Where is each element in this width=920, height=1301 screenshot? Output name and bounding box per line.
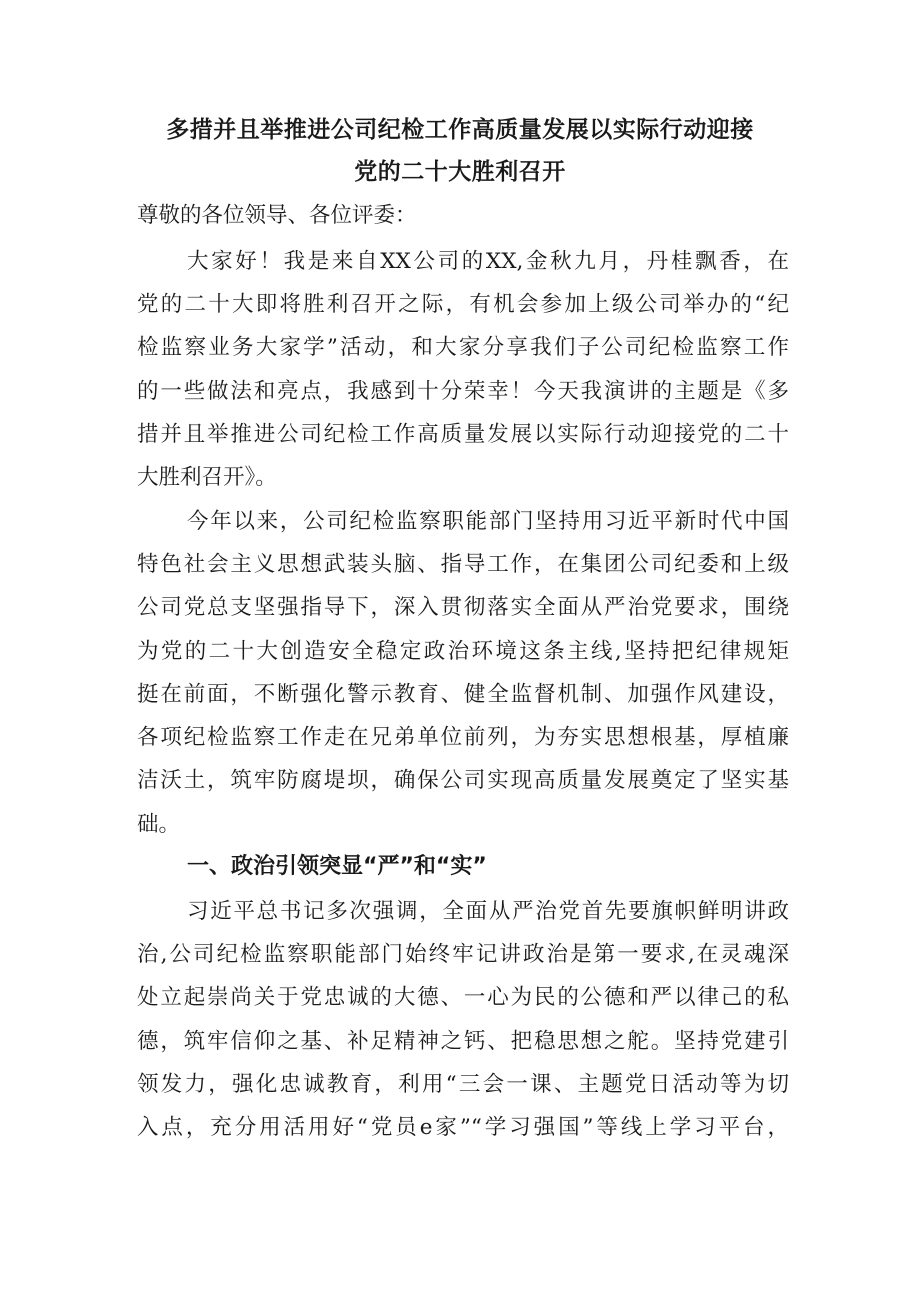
paragraph-1-line: 大家好！我是来自XX公司的XX,金秋九月，丹桂飘香，在 [187, 249, 789, 274]
paragraph-3-line: 入点，充分用活用好“党员e家”“学习强国”等线上学习平台， [137, 1115, 789, 1140]
paragraph-2-line: 今年以来，公司纪检监察职能部门坚持用习近平新时代中国 [187, 509, 789, 534]
paragraph-3-line: 领发力，强化忠诚教育，利用“三会一课、主题党日活动等为切 [137, 1072, 789, 1097]
paragraph-2-line: 为党的二十大创造安全稳定政治环境这条主线,坚持把纪律规矩 [137, 639, 789, 664]
paragraph-3-line: 德，筑牢信仰之基、补足精神之钙、把稳思想之舵。坚持党建引 [137, 1029, 789, 1054]
paragraph-1-line: 党的二十大即将胜利召开之际，有机会参加上级公司举办的“纪 [137, 292, 789, 317]
paragraph-2-line: 挺在前面，不断强化警示教育、健全监督机制、加强作风建设， [137, 682, 789, 707]
salutation: 尊敬的各位领导、各位评委： [137, 203, 417, 228]
paragraph-3-line: 习近平总书记多次强调，全面从严治党首先要旗帜鲜明讲政 [187, 899, 789, 924]
section-heading-1: 一、政治引领突显“严”和“实” [187, 854, 487, 879]
paragraph-1-line: 大胜利召开》。 [137, 465, 277, 490]
paragraph-3-line: 处立起崇尚关于党忠诚的大德、一心为民的公德和严以律己的私 [137, 985, 789, 1010]
paragraph-3-line: 治,公司纪检监察职能部门始终牢记讲政治是第一要求,在灵魂深 [137, 942, 789, 967]
paragraph-2-line: 洁沃土，筑牢防腐堤坝，确保公司实现高质量发展奠定了坚实基 [137, 768, 789, 793]
paragraph-2-line: 特色社会主义思想武装头脑、指导工作，在集团公司纪委和上级 [137, 552, 789, 577]
paragraph-2-line: 各项纪检监察工作走在兄弟单位前列，为夯实思想根基，厚植廉 [137, 725, 789, 750]
paragraph-1-line: 检监察业务大家学”活动，和大家分享我们子公司纪检监察工作 [137, 335, 789, 360]
paragraph-1-line: 措并且举推进公司纪检工作高质量发展以实际行动迎接党的二十 [137, 422, 789, 447]
paragraph-2-line: 公司党总支坚强指导下，深入贯彻落实全面从严治党要求，围绕 [137, 595, 789, 620]
paragraph-1-line: 的一些做法和亮点，我感到十分荣幸！今天我演讲的主题是《多 [137, 379, 789, 404]
paragraph-2-line: 础。 [137, 812, 181, 837]
document-title-line-2: 党的二十大胜利召开 [354, 159, 566, 185]
document-title-line-1: 多措并且举推进公司纪检工作高质量发展以实际行动迎接 [166, 117, 754, 143]
